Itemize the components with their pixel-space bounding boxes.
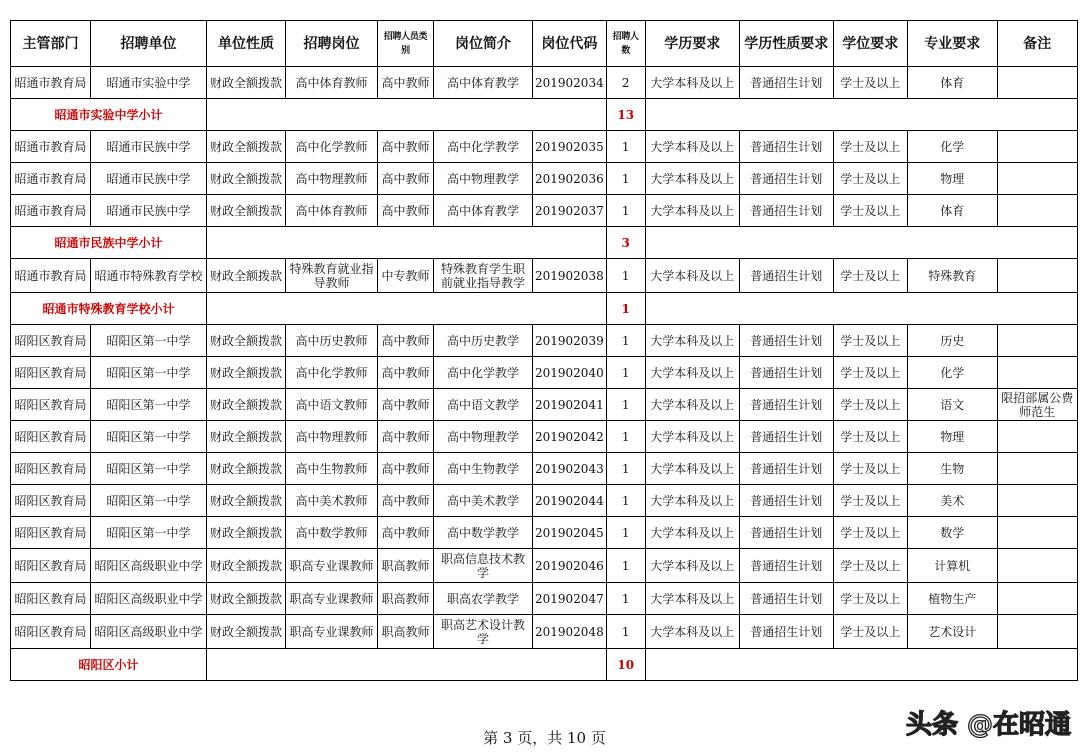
cell-education-type: 普通招生计划	[739, 325, 833, 357]
header-cell-staff-type: 招聘人员类别	[378, 21, 434, 67]
cell-nature: 财政全额拨款	[207, 195, 286, 227]
cell-post: 高中物理教师	[286, 421, 378, 453]
page-footer: 第 3 页，共 10 页	[483, 729, 606, 747]
cell-code: 201902045	[533, 517, 607, 549]
header-cell-code: 岗位代码	[533, 21, 607, 67]
cell-education-type: 普通招生计划	[739, 67, 833, 99]
cell-nature: 财政全额拨款	[207, 67, 286, 99]
cell-code: 201902039	[533, 325, 607, 357]
cell-code: 201902047	[533, 583, 607, 615]
table-row	[11, 517, 1078, 549]
cell-unit: 昭阳区高级职业中学	[91, 615, 207, 649]
cell-post: 高中物理教师	[286, 163, 378, 195]
cell-headcount: 1	[606, 517, 645, 549]
cell-headcount: 2	[606, 67, 645, 99]
cell-education: 大学本科及以上	[645, 389, 739, 421]
cell-staff-type: 职高教师	[378, 549, 434, 583]
recruitment-table	[10, 20, 1078, 681]
cell-degree: 学士及以上	[833, 259, 907, 293]
subtotal-blank	[645, 293, 1077, 325]
cell-education: 大学本科及以上	[645, 357, 739, 389]
cell-unit: 昭阳区第一中学	[91, 421, 207, 453]
cell-education: 大学本科及以上	[645, 615, 739, 649]
cell-unit: 昭通市民族中学	[91, 163, 207, 195]
subtotal-blank	[207, 99, 607, 131]
cell-description: 高中物理教学	[434, 421, 533, 453]
cell-major: 体育	[907, 195, 997, 227]
cell-degree: 学士及以上	[833, 195, 907, 227]
cell-description: 高中化学教学	[434, 357, 533, 389]
cell-education-type: 普通招生计划	[739, 259, 833, 293]
cell-headcount: 1	[606, 259, 645, 293]
cell-nature: 财政全额拨款	[207, 357, 286, 389]
cell-post: 职高专业课教师	[286, 615, 378, 649]
cell-major: 语文	[907, 389, 997, 421]
cell-description: 职高艺术设计教学	[434, 615, 533, 649]
cell-post: 高中历史教师	[286, 325, 378, 357]
cell-remarks	[997, 421, 1077, 453]
cell-dept: 昭阳区教育局	[11, 549, 91, 583]
cell-degree: 学士及以上	[833, 517, 907, 549]
cell-code: 201902043	[533, 453, 607, 485]
cell-remarks	[997, 131, 1077, 163]
cell-code: 201902034	[533, 67, 607, 99]
cell-headcount: 1	[606, 485, 645, 517]
cell-staff-type: 高中教师	[378, 485, 434, 517]
cell-dept: 昭阳区教育局	[11, 583, 91, 615]
cell-major: 物理	[907, 163, 997, 195]
cell-major: 数学	[907, 517, 997, 549]
cell-remarks	[997, 67, 1077, 99]
cell-remarks	[997, 259, 1077, 293]
cell-nature: 财政全额拨款	[207, 615, 286, 649]
subtotal-label: 昭阳区小计	[11, 649, 207, 681]
subtotal-label: 昭通市特殊教育学校小计	[11, 293, 207, 325]
cell-headcount: 1	[606, 131, 645, 163]
cell-major: 化学	[907, 131, 997, 163]
cell-unit: 昭通市特殊教育学校	[91, 259, 207, 293]
cell-code: 201902046	[533, 549, 607, 583]
cell-dept: 昭阳区教育局	[11, 389, 91, 421]
cell-staff-type: 高中教师	[378, 357, 434, 389]
cell-degree: 学士及以上	[833, 549, 907, 583]
cell-unit: 昭阳区高级职业中学	[91, 583, 207, 615]
table-row	[11, 549, 1078, 583]
cell-remarks	[997, 485, 1077, 517]
cell-degree: 学士及以上	[833, 67, 907, 99]
header-cell-post: 招聘岗位	[286, 21, 378, 67]
table-row	[11, 131, 1078, 163]
cell-major: 化学	[907, 357, 997, 389]
cell-dept: 昭阳区教育局	[11, 485, 91, 517]
header-cell-unit: 招聘单位	[91, 21, 207, 67]
cell-education: 大学本科及以上	[645, 583, 739, 615]
table-row	[11, 421, 1078, 453]
header-cell-education: 学历要求	[645, 21, 739, 67]
header-cell-headcount: 招聘人数	[606, 21, 645, 67]
cell-staff-type: 高中教师	[378, 131, 434, 163]
cell-dept: 昭阳区教育局	[11, 325, 91, 357]
cell-staff-type: 职高教师	[378, 583, 434, 615]
cell-unit: 昭阳区第一中学	[91, 453, 207, 485]
cell-unit: 昭通市实验中学	[91, 67, 207, 99]
cell-post: 高中语文教师	[286, 389, 378, 421]
cell-nature: 财政全额拨款	[207, 389, 286, 421]
subtotal-blank	[645, 99, 1077, 131]
cell-nature: 财政全额拨款	[207, 549, 286, 583]
cell-education: 大学本科及以上	[645, 421, 739, 453]
cell-degree: 学士及以上	[833, 485, 907, 517]
table-row	[11, 453, 1078, 485]
cell-staff-type: 高中教师	[378, 325, 434, 357]
cell-staff-type: 高中教师	[378, 67, 434, 99]
cell-dept: 昭阳区教育局	[11, 517, 91, 549]
cell-nature: 财政全额拨款	[207, 517, 286, 549]
header-row	[11, 21, 1078, 67]
cell-remarks	[997, 549, 1077, 583]
cell-post: 特殊教育就业指导教师	[286, 259, 378, 293]
subtotal-blank	[645, 649, 1077, 681]
cell-description: 高中物理教学	[434, 163, 533, 195]
cell-unit: 昭阳区第一中学	[91, 389, 207, 421]
cell-description: 特殊教育学生职前就业指导教学	[434, 259, 533, 293]
cell-description: 高中体育教学	[434, 195, 533, 227]
table-row	[11, 357, 1078, 389]
cell-remarks	[997, 195, 1077, 227]
table-row	[11, 583, 1078, 615]
cell-headcount: 1	[606, 325, 645, 357]
cell-code: 201902037	[533, 195, 607, 227]
cell-unit: 昭阳区第一中学	[91, 517, 207, 549]
cell-degree: 学士及以上	[833, 583, 907, 615]
cell-remarks	[997, 453, 1077, 485]
cell-major: 特殊教育	[907, 259, 997, 293]
cell-dept: 昭通市教育局	[11, 67, 91, 99]
cell-staff-type: 高中教师	[378, 163, 434, 195]
cell-dept: 昭通市教育局	[11, 259, 91, 293]
cell-headcount: 1	[606, 389, 645, 421]
cell-description: 职高农学教学	[434, 583, 533, 615]
cell-dept: 昭阳区教育局	[11, 615, 91, 649]
cell-major: 植物生产	[907, 583, 997, 615]
cell-post: 高中数学教师	[286, 517, 378, 549]
cell-education: 大学本科及以上	[645, 163, 739, 195]
cell-degree: 学士及以上	[833, 615, 907, 649]
table-row	[11, 615, 1078, 649]
cell-education: 大学本科及以上	[645, 453, 739, 485]
cell-code: 201902044	[533, 485, 607, 517]
subtotal-blank	[207, 649, 607, 681]
cell-headcount: 1	[606, 549, 645, 583]
cell-headcount: 1	[606, 453, 645, 485]
cell-education: 大学本科及以上	[645, 517, 739, 549]
cell-headcount: 1	[606, 163, 645, 195]
cell-degree: 学士及以上	[833, 421, 907, 453]
cell-nature: 财政全额拨款	[207, 421, 286, 453]
cell-education-type: 普通招生计划	[739, 163, 833, 195]
cell-post: 职高专业课教师	[286, 583, 378, 615]
cell-description: 职高信息技术教学	[434, 549, 533, 583]
cell-unit: 昭阳区第一中学	[91, 325, 207, 357]
cell-dept: 昭阳区教育局	[11, 453, 91, 485]
cell-post: 高中体育教师	[286, 195, 378, 227]
cell-degree: 学士及以上	[833, 357, 907, 389]
cell-education: 大学本科及以上	[645, 131, 739, 163]
cell-degree: 学士及以上	[833, 453, 907, 485]
cell-remarks	[997, 615, 1077, 649]
cell-dept: 昭阳区教育局	[11, 421, 91, 453]
cell-degree: 学士及以上	[833, 389, 907, 421]
cell-nature: 财政全额拨款	[207, 163, 286, 195]
cell-post: 高中体育教师	[286, 67, 378, 99]
cell-education: 大学本科及以上	[645, 67, 739, 99]
cell-dept: 昭通市教育局	[11, 163, 91, 195]
cell-code: 201902035	[533, 131, 607, 163]
cell-education: 大学本科及以上	[645, 325, 739, 357]
subtotal-blank	[645, 227, 1077, 259]
cell-education-type: 普通招生计划	[739, 485, 833, 517]
cell-education-type: 普通招生计划	[739, 517, 833, 549]
cell-description: 高中语文教学	[434, 389, 533, 421]
cell-education: 大学本科及以上	[645, 549, 739, 583]
cell-code: 201902040	[533, 357, 607, 389]
cell-staff-type: 高中教师	[378, 195, 434, 227]
cell-education-type: 普通招生计划	[739, 615, 833, 649]
cell-unit: 昭通市民族中学	[91, 131, 207, 163]
cell-description: 高中化学教学	[434, 131, 533, 163]
header-cell-dept: 主管部门	[11, 21, 91, 67]
table-row	[11, 163, 1078, 195]
header-cell-major: 专业要求	[907, 21, 997, 67]
cell-degree: 学士及以上	[833, 325, 907, 357]
cell-unit: 昭阳区高级职业中学	[91, 549, 207, 583]
cell-education: 大学本科及以上	[645, 485, 739, 517]
cell-staff-type: 高中教师	[378, 453, 434, 485]
cell-education: 大学本科及以上	[645, 195, 739, 227]
subtotal-count: 13	[606, 99, 645, 131]
table-body	[11, 67, 1078, 681]
cell-staff-type: 中专教师	[378, 259, 434, 293]
cell-remarks	[997, 517, 1077, 549]
cell-unit: 昭阳区第一中学	[91, 485, 207, 517]
cell-nature: 财政全额拨款	[207, 131, 286, 163]
cell-degree: 学士及以上	[833, 163, 907, 195]
cell-major: 生物	[907, 453, 997, 485]
cell-code: 201902038	[533, 259, 607, 293]
table-row	[11, 389, 1078, 421]
cell-dept: 昭通市教育局	[11, 195, 91, 227]
header-cell-description: 岗位简介	[434, 21, 533, 67]
cell-headcount: 1	[606, 421, 645, 453]
cell-staff-type: 高中教师	[378, 421, 434, 453]
cell-nature: 财政全额拨款	[207, 259, 286, 293]
table-row	[11, 325, 1078, 357]
cell-description: 高中历史教学	[434, 325, 533, 357]
table-row	[11, 67, 1078, 99]
cell-education-type: 普通招生计划	[739, 549, 833, 583]
subtotal-row	[11, 293, 1078, 325]
cell-education-type: 普通招生计划	[739, 453, 833, 485]
cell-description: 高中生物教学	[434, 453, 533, 485]
cell-education-type: 普通招生计划	[739, 583, 833, 615]
cell-post: 高中美术教师	[286, 485, 378, 517]
table-row	[11, 259, 1078, 293]
cell-post: 高中生物教师	[286, 453, 378, 485]
cell-headcount: 1	[606, 195, 645, 227]
subtotal-count: 3	[606, 227, 645, 259]
cell-post: 高中化学教师	[286, 131, 378, 163]
subtotal-blank	[207, 293, 607, 325]
cell-remarks	[997, 325, 1077, 357]
cell-nature: 财政全额拨款	[207, 325, 286, 357]
cell-major: 历史	[907, 325, 997, 357]
subtotal-count: 10	[606, 649, 645, 681]
cell-post: 职高专业课教师	[286, 549, 378, 583]
subtotal-label: 昭通市民族中学小计	[11, 227, 207, 259]
cell-remarks	[997, 163, 1077, 195]
cell-nature: 财政全额拨款	[207, 583, 286, 615]
subtotal-label: 昭通市实验中学小计	[11, 99, 207, 131]
table-row	[11, 195, 1078, 227]
cell-degree: 学士及以上	[833, 131, 907, 163]
cell-code: 201902048	[533, 615, 607, 649]
cell-education-type: 普通招生计划	[739, 389, 833, 421]
cell-unit: 昭阳区第一中学	[91, 357, 207, 389]
cell-major: 体育	[907, 67, 997, 99]
subtotal-count: 1	[606, 293, 645, 325]
cell-education-type: 普通招生计划	[739, 195, 833, 227]
cell-code: 201902041	[533, 389, 607, 421]
cell-nature: 财政全额拨款	[207, 485, 286, 517]
header-cell-education-type: 学历性质要求	[739, 21, 833, 67]
table-row	[11, 485, 1078, 517]
cell-remarks	[997, 357, 1077, 389]
subtotal-blank	[207, 227, 607, 259]
subtotal-row	[11, 227, 1078, 259]
cell-unit: 昭通市民族中学	[91, 195, 207, 227]
cell-description: 高中美术教学	[434, 485, 533, 517]
cell-headcount: 1	[606, 615, 645, 649]
cell-code: 201902042	[533, 421, 607, 453]
cell-headcount: 1	[606, 357, 645, 389]
cell-major: 美术	[907, 485, 997, 517]
cell-post: 高中化学教师	[286, 357, 378, 389]
cell-staff-type: 高中教师	[378, 517, 434, 549]
header-cell-nature: 单位性质	[207, 21, 286, 67]
cell-staff-type: 高中教师	[378, 389, 434, 421]
cell-education-type: 普通招生计划	[739, 357, 833, 389]
cell-code: 201902036	[533, 163, 607, 195]
cell-description: 高中体育教学	[434, 67, 533, 99]
cell-education-type: 普通招生计划	[739, 421, 833, 453]
cell-nature: 财政全额拨款	[207, 453, 286, 485]
cell-remarks	[997, 583, 1077, 615]
cell-major: 艺术设计	[907, 615, 997, 649]
cell-headcount: 1	[606, 583, 645, 615]
cell-staff-type: 职高教师	[378, 615, 434, 649]
cell-major: 计算机	[907, 549, 997, 583]
cell-education-type: 普通招生计划	[739, 131, 833, 163]
watermark: 头条 @在昭通	[905, 710, 1071, 740]
cell-dept: 昭通市教育局	[11, 131, 91, 163]
header-cell-remarks: 备注	[997, 21, 1077, 67]
header-cell-degree: 学位要求	[833, 21, 907, 67]
cell-description: 高中数学教学	[434, 517, 533, 549]
subtotal-row	[11, 649, 1078, 681]
subtotal-row	[11, 99, 1078, 131]
cell-education: 大学本科及以上	[645, 259, 739, 293]
cell-remarks: 限招部属公费师范生	[997, 389, 1077, 421]
cell-dept: 昭阳区教育局	[11, 357, 91, 389]
cell-major: 物理	[907, 421, 997, 453]
